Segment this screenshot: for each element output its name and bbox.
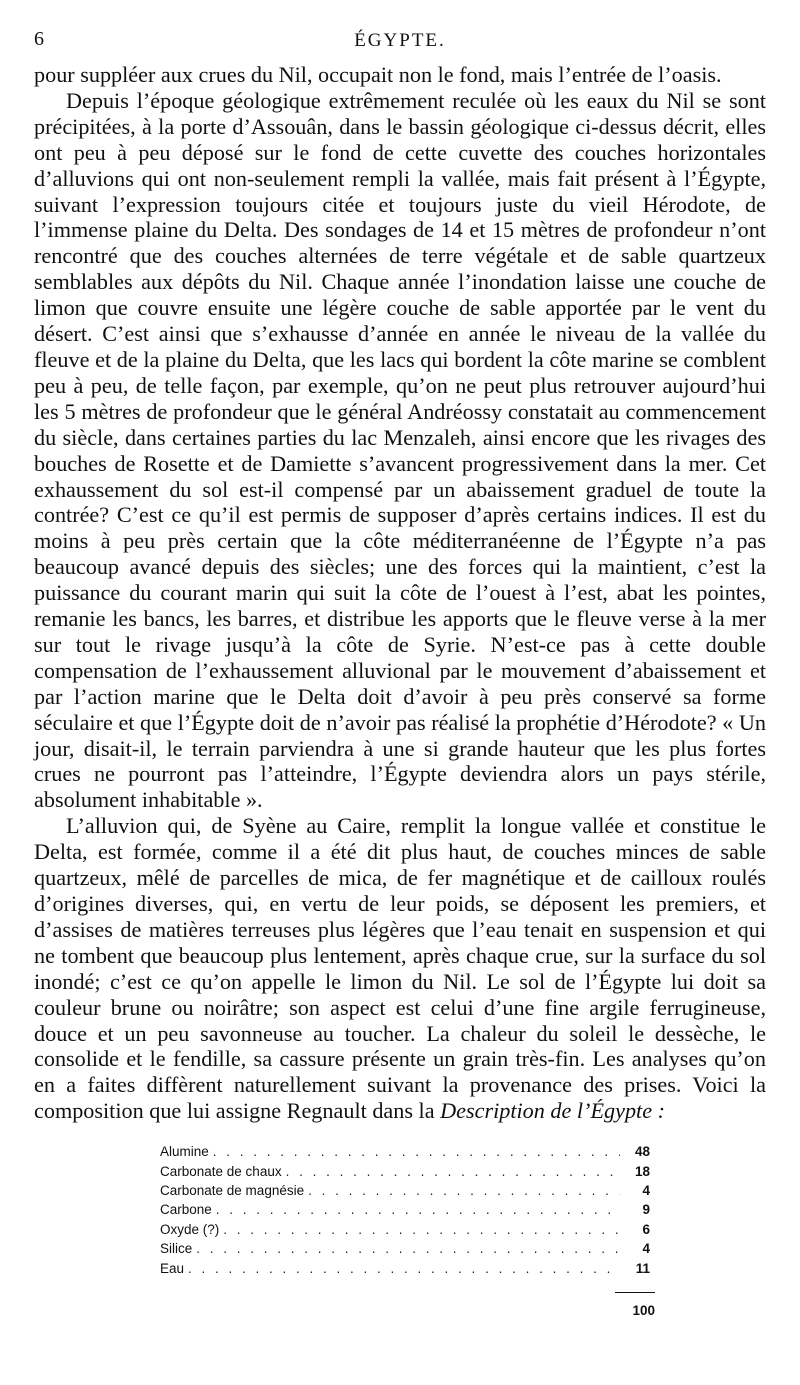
component-value: 6	[642, 1221, 650, 1237]
leader-dots	[196, 1241, 620, 1256]
component-name: Silice	[160, 1241, 193, 1257]
component-value: 4	[642, 1241, 650, 1257]
composition-row	[160, 1222, 650, 1241]
component-value: 18	[634, 1163, 650, 1179]
paragraph-alluvium-composition	[34, 813, 766, 1124]
total-rule	[615, 1292, 655, 1293]
paragraph-alluvium-history: Depuis l’époque géologique extrêmement reculée où les eaux du Nil se sont précipitées, à la porte d’Assouân, dans le bassin géologique ci-dessus décrit, elles ont peu à peu déposé sur le fond de cette cuvette des couches horizontales d’alluvions qui ont non-seulement rempli la vallée, mais fait présent à l’Égypte, suivant l’expression toujours citée et toujours juste du vieil Hérodote, de l’immense plaine du Delta. Des sondages de 14 et 15 mètres de profondeur n’ont rencontré que des couches alternées de terre végétale et de sable quartzeux semblables aux dépôts du Nil. Chaque année l’inondation laisse une couche de limon que couvre ensuite une légère couche de sable apportée par le vent du désert. C’est ainsi que s’exhausse d’année en année le niveau de la vallée du fleuve et de la plaine du Delta, que les lacs qui bordent la côte marine se comblent peu à peu, de telle façon, par exemple, qu’on ne peut plus retrouver aujourd’hui les 5 mètres de profondeur que le général Andréossy constatait au commencement du siècle, dans certaines parties du lac Menzaleh, ainsi encore que les rivages des bouches de Rosette et de Damiette s’avancent progressivement dans la mer. Cet exhaussement du sol est-il compensé par un abaissement graduel de toute la contrée? C’est ce qu’il est permis de supposer d’après certains indices. Il est du moins à peu près certain que la côte méditerranéenne de l’Égypte n’a pas beaucoup avancé depuis des siècles; une des forces qui la maintient, c’est la puissance du courant marin qui suit la côte de l’ouest à l’est, abat les pointes, remanie les bancs, les barres, et distribue les apports que le fleuve verse à la mer sur tout le rivage jusqu’à la côte de Syrie. N’est-ce pas à cette double compensation de l’exhaussement alluvional par le mouvement d’abaissement et par l’action marine que le Delta doit d’avoir à peu près conservé sa forme séculaire et que l’Égypte doit de n’avoir pas réalisé la prophétie d’Hérodote? « Un jour, disait-il, le terrain parviendra à une si grande hauteur que les plus fortes crues ne pourront pas l’atteindre, l’Égypte deviendra alors un pays stérile, absolument inhabitable ».	[34, 87, 766, 813]
page-number: 6	[34, 28, 45, 50]
paragraph-continuation: pour suppléer aux crues du Nil, occupait non le fond, mais l’entrée de l’oasis.	[34, 62, 722, 87]
leader-dots	[216, 1202, 620, 1217]
composition-row	[160, 1164, 650, 1183]
component-name: Eau	[160, 1260, 185, 1276]
composition-row	[160, 1144, 650, 1163]
component-value: 4	[642, 1182, 650, 1198]
composition-total: 100	[632, 1302, 655, 1318]
page-header-title: ÉGYPTE.	[354, 30, 446, 51]
leader-dots	[286, 1164, 620, 1179]
leader-dots	[213, 1144, 620, 1159]
composition-row	[160, 1202, 650, 1221]
leader-dots	[308, 1183, 620, 1198]
component-name: Carbonate de magnésie	[160, 1182, 305, 1198]
body-text	[34, 62, 766, 1124]
component-name: Carbone	[160, 1202, 212, 1218]
book-title-reference: Description de l’Égypte :	[440, 1098, 665, 1124]
leader-dots	[188, 1261, 620, 1276]
component-name: Oxyde (?)	[160, 1221, 220, 1237]
component-value: 9	[642, 1202, 650, 1218]
component-name: Carbonate de chaux	[160, 1163, 282, 1179]
component-value: 11	[635, 1260, 650, 1276]
composition-row	[160, 1261, 650, 1280]
composition-row	[160, 1183, 650, 1202]
component-value: 48	[634, 1144, 650, 1160]
leader-dots	[223, 1222, 620, 1237]
paragraph-text: L’alluvion qui, de Syène au Caire, remplit la longue vallée et constitue le Delta, est formée, comme il a été dit plus haut, de couches minces de sable quartzeux, mêlé de parcelles de mica, de fer magnétique et de cailloux roulés d’origines diverses, qui, en vertu de leur poids, se déposent les premiers, et d’assises de matières terreuses plus légères que l’eau tenait en suspension et qui ne tombent que beaucoup plus lentement, après chaque crue, sur la surface du sol inondé; c’est ce qu’on appelle le limon du Nil. Le sol de l’Égypte lui doit sa couleur brune ou noirâtre; son aspect est celui d’une fine argile ferrugineuse, douce et un peu savonneuse au toucher. La chaleur du soleil le dessèche, le consolide et le fendille, sa cassure présente un grain très-fin. Les analyses qu’on en a faites diffèrent naturellement suivant la provenance des prises. Voici la composition que lui assigne Regnault dans la	[34, 813, 766, 1124]
running-header	[34, 28, 766, 62]
composition-row	[160, 1241, 650, 1260]
component-name: Alumine	[160, 1144, 209, 1160]
composition-table	[160, 1144, 655, 1318]
